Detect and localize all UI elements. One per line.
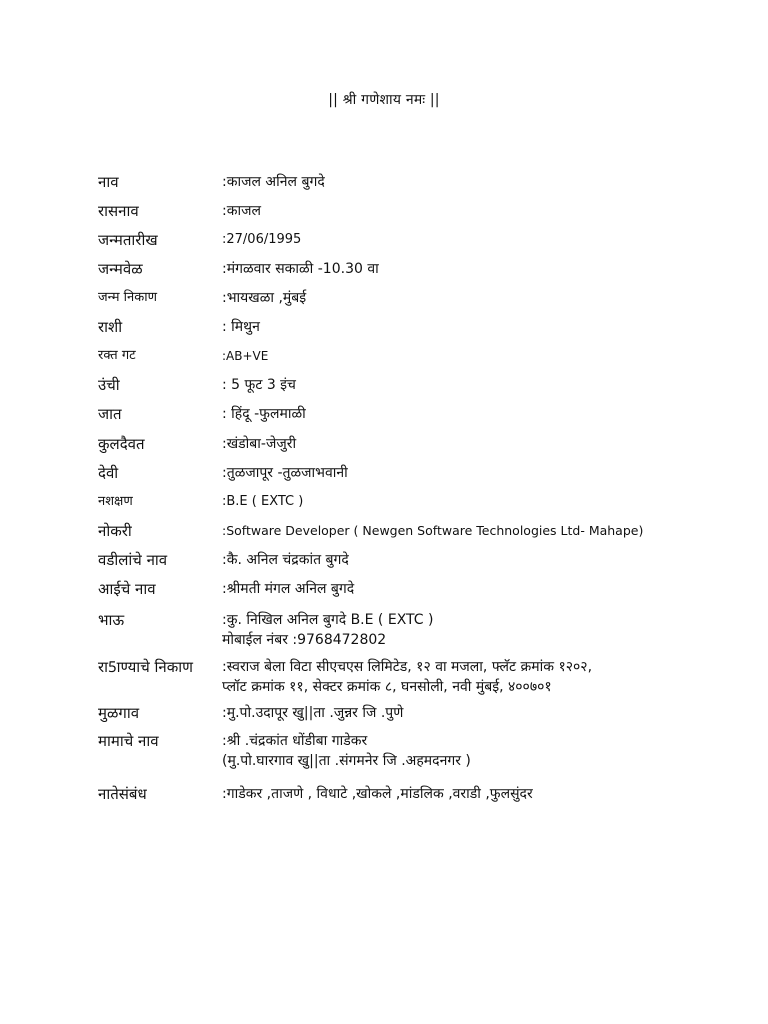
label-janmatarikh: जन्मतारीख — [98, 231, 158, 249]
address-line-1: :स्वराज बेला विटा सीएचएस लिमिटेड, १२ वा मजला, फ्लॅट क्रमांक १२०२, — [222, 659, 593, 675]
value-raktagat: :AB+VE — [222, 349, 269, 363]
row-natesambandh — [98, 784, 738, 804]
value-shikshan: :B.E ( EXTC ) — [222, 494, 304, 509]
value-vadil: :कै. अनिल चंद्रकांत बुगदे — [222, 552, 349, 568]
row-vadil — [98, 550, 738, 570]
label-aai: आईचे नाव — [98, 580, 156, 598]
row-rashi — [98, 317, 738, 337]
row-devi — [98, 463, 738, 483]
value-naav: :काजल अनिल बुगदे — [222, 174, 325, 190]
label-raktagat: रक्त गट — [98, 348, 136, 363]
row-aai — [98, 579, 738, 599]
row-rahnyache — [98, 657, 738, 697]
row-raktagat — [98, 346, 738, 366]
bhau-mobile-line: मोबाईल नंबर :9768472802 — [222, 632, 387, 648]
row-raasnaav — [98, 201, 738, 221]
row-janmavel — [98, 259, 738, 279]
row-nokari — [98, 521, 738, 541]
value-janmavel: :मंगळवार सकाळी -10.30 वा — [222, 261, 379, 277]
row-jaat — [98, 404, 738, 424]
value-rahnyache — [222, 657, 738, 697]
label-shikshan: नशक्षण — [98, 494, 133, 509]
label-janmavel: जन्मवेळ — [98, 260, 143, 278]
label-vadil: वडीलांचे नाव — [98, 551, 168, 569]
value-janmatarikh: :27/06/1995 — [222, 232, 302, 247]
label-raasnaav: रासनाव — [98, 202, 139, 220]
value-devi: :तुळजापूर -तुळजाभवानी — [222, 465, 348, 481]
label-rashi: राशी — [98, 318, 123, 336]
label-rahnyache: रा5ाण्याचे निकाण — [98, 658, 193, 676]
row-bhau — [98, 610, 738, 650]
label-naav: नाव — [98, 173, 119, 191]
label-nokari: नोकरी — [98, 522, 132, 540]
value-raasnaav: :काजल — [222, 203, 261, 219]
label-unchi: उंची — [98, 376, 120, 394]
value-rashi: : मिथुन — [222, 319, 260, 335]
value-unchi: : 5 फूट 3 इंच — [222, 377, 296, 393]
row-mama — [98, 731, 738, 771]
mama-name-line: :श्री .चंद्रकांत धोंडीबा गाडेकर — [222, 733, 368, 749]
row-unchi — [98, 375, 738, 395]
address-line-2: प्लॉट क्रमांक ११, सेक्टर क्रमांक ८, घनसोली, नवी मुंबई, ४००७०१ — [222, 679, 552, 695]
value-jaat: : हिंदू -फुलमाळी — [222, 406, 306, 422]
invocation-heading: || श्री गणेशाय नमः || — [328, 92, 440, 108]
value-nokari: :Software Developer ( Newgen Software Technologies Ltd- Mahape) — [222, 523, 644, 538]
value-kuldaivat: :खंडोबा-जेजुरी — [222, 436, 297, 452]
label-natesambandh: नातेसंबंध — [98, 785, 147, 803]
label-devi: देवी — [98, 464, 119, 482]
row-janmatarikh — [98, 230, 738, 250]
row-naav — [98, 172, 738, 192]
bhau-name-line: :कु. निखिल अनिल बुगदे B.E ( EXTC ) — [222, 612, 434, 628]
row-kuldaivat — [98, 434, 738, 454]
row-mulgaav — [98, 703, 738, 723]
value-mama — [222, 731, 738, 771]
label-kuldaivat: कुलदैवत — [98, 435, 145, 453]
value-mulgaav: :मु.पो.उदापूर खु||ता .जुन्नर जि .पुणे — [222, 705, 404, 721]
row-shikshan — [98, 492, 738, 512]
row-janmathikan — [98, 288, 738, 308]
value-natesambandh: :गाडेकर ,ताजणे , विधाटे ,खोकले ,मांडलिक ,वराडी ,फुलसुंदर — [222, 786, 533, 802]
mama-address-line: (मु.पो.घारगाव खु||ता .संगमनेर जि .अहमदनगर ) — [222, 753, 471, 769]
label-jaat: जात — [98, 405, 122, 423]
value-aai: :श्रीमती मंगल अनिल बुगदे — [222, 581, 355, 597]
label-janmathikan: जन्म निकाण — [98, 290, 158, 305]
label-mama: मामाचे नाव — [98, 732, 159, 750]
label-mulgaav: मुळगाव — [98, 704, 140, 722]
label-bhau: भाऊ — [98, 611, 125, 629]
value-bhau — [222, 610, 738, 650]
value-janmathikan: :भायखळा ,मुंबई — [222, 290, 307, 306]
